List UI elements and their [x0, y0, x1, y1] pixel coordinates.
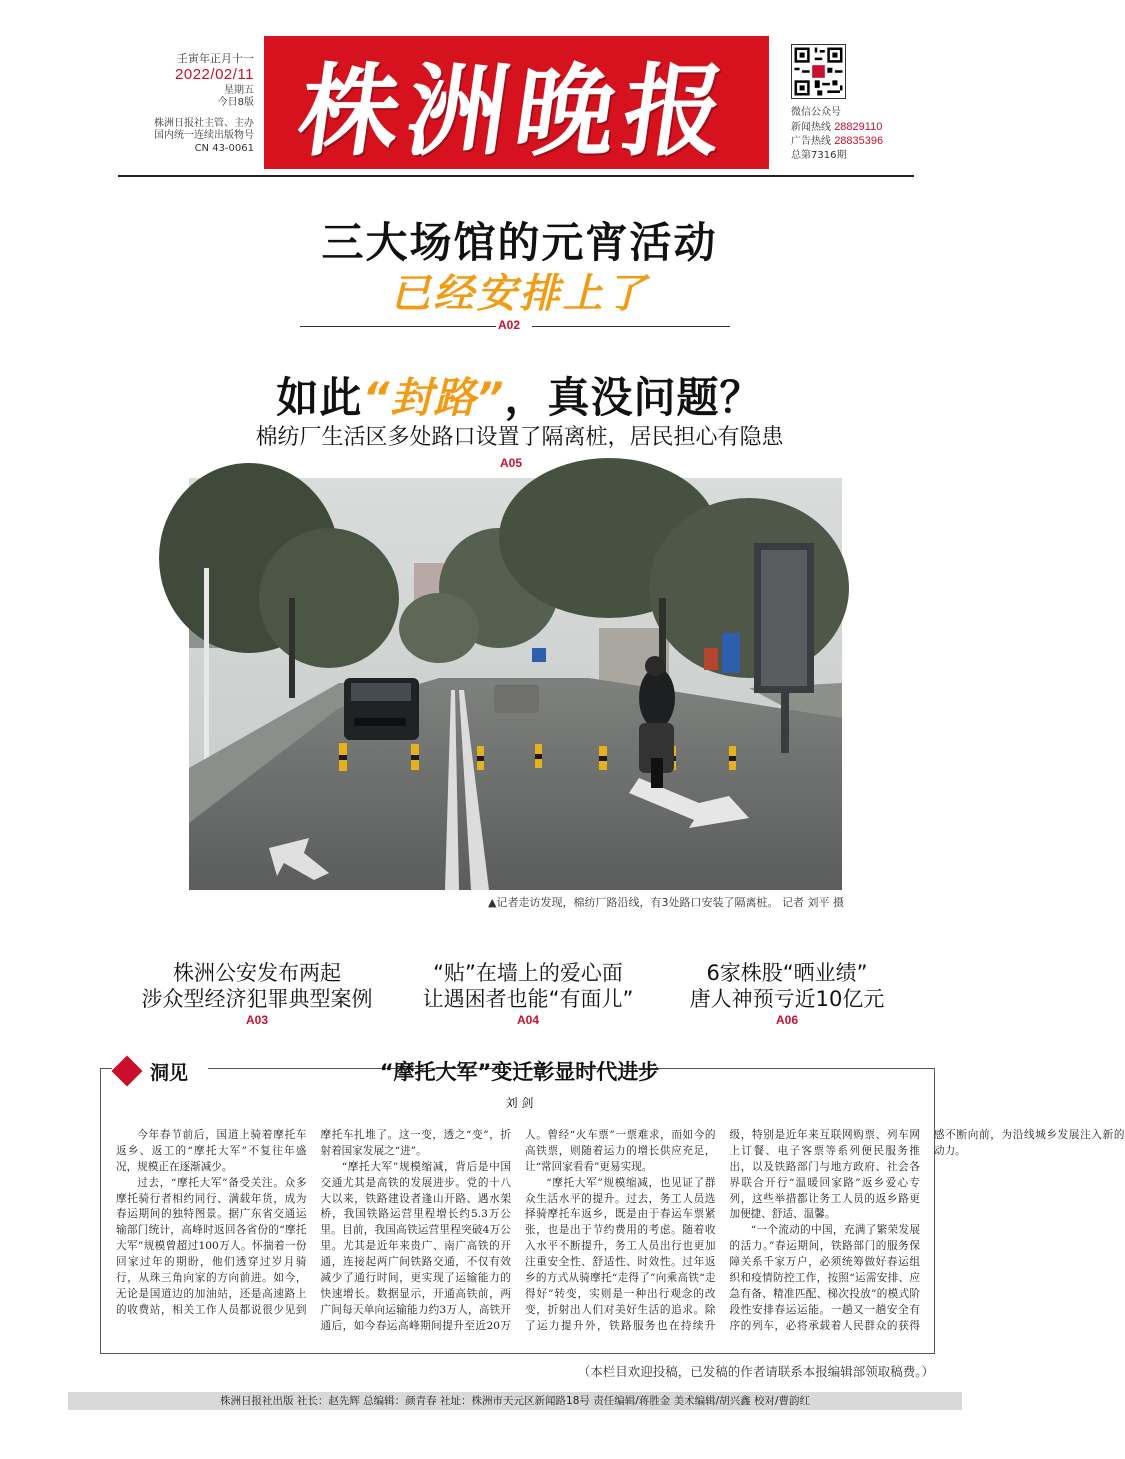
column-paragraph: “摩托大军”规模缩减，也见证了群众生活水平的提升。过去，务工人员选择骑摩托车返乡，既是由于春运车票紧张，也是出于节约费用的考虑。随着收入水平不断提升，务工人员出行也更加注重安全性、舒适性、时效性。过年返乡的方式从骑摩托“走得了”向乘高铁“走得好”转变，实则是一种出行观念的改变，折射出人们对美好生活的追求。除了运力提升外，铁路服务也在持续升级，特别是近年来互联网购票、列车网上订餐、电子客票等系列便民服务推出，以及铁路部门与地方政府、社会各界联合开行“温暖回家路”返乡爱心专列，这些举措都让务工人员的返乡路更加便捷、舒适、温馨。: [525, 1129, 920, 1332]
divider-right: [532, 326, 730, 327]
qr-code-icon: [791, 44, 846, 99]
submission-note: （本栏目欢迎投稿，已发稿的作者请联系本报编辑部领取稿费。）: [577, 1364, 934, 1379]
teaser-page-ref[interactable]: A06: [775, 1012, 798, 1027]
teaser-a04[interactable]: [398, 960, 658, 1028]
headline-2: [0, 365, 1039, 425]
masthead-rule: [118, 175, 914, 177]
headline-2-subtitle: 棉纺厂生活区多处路口设置了隔离桩，居民担心有隐患: [255, 425, 784, 450]
column-title: “摩托大军”变迁彰显时代进步: [379, 1060, 660, 1084]
column-paragraph: 今年春节前后，国道上骑着摩托车返乡、返工的“摩托大军”不复往年盛况，规模正在逐渐减少。: [116, 1129, 307, 1173]
ad-hotline: 28835396: [834, 135, 884, 148]
news-hotline: 28829110: [834, 120, 883, 133]
page-ref-a05[interactable]: A05: [500, 456, 523, 470]
column-paragraph: 过去，“摩托大军”备受关注。众多摩托骑行者相约同行、满载年货，成为春运期间的独特图景。据广东省交通运输部门统计，高峰时返回各省份的“摩托大军”规模曾超过100万人。怀揣着一份回家过年的期盼，他们透穿过岁月骑行，从珠三角向家的方向前进。如今，无论是国道边的加油站，还是高速路上的收费站，相关工作人员都说很少见到摩托车扎堆了。这一变，透之“变”，折射着国家发展之“进”。: [116, 1129, 511, 1316]
headline-2-quote: “封路”: [362, 373, 505, 422]
headline-2-pre: 如此: [276, 373, 363, 422]
issue-number: 总第7316期: [791, 150, 847, 162]
teaser-page-ref[interactable]: A04: [516, 1012, 539, 1027]
teaser-a03[interactable]: [127, 960, 387, 1028]
lunar-date: 壬寅年正月十一: [177, 52, 254, 65]
teaser-page-ref[interactable]: A03: [245, 1012, 268, 1027]
column-author: 刘 剑: [505, 1096, 534, 1110]
page-ref-a02[interactable]: A02: [498, 318, 521, 332]
column-tag-label: 洞见: [150, 1062, 189, 1084]
newspaper-logo: [264, 36, 769, 169]
weekday: 星期五: [224, 84, 254, 96]
photo-caption: ▲记者走访发现，棉纺厂路沿线，有3处路口安装了隔离桩。 记者 刘平 摄: [488, 896, 844, 909]
street-photo: [189, 478, 842, 890]
teaser-line1: “贴”在墙上的爱心面: [433, 961, 623, 985]
logo-text: 株洲晚报: [291, 51, 740, 170]
headline-1-subtitle: 已经安排上了: [390, 271, 649, 317]
wechat-label: 微信公众号: [791, 107, 841, 118]
contact-info: [791, 106, 883, 163]
column-body: [116, 1128, 1125, 1350]
news-hotline-label: 新闻热线: [791, 121, 831, 133]
sponsor: 株洲日报社主管、主办: [154, 117, 254, 129]
ad-hotline-label: 广告热线: [791, 136, 831, 148]
street-scene-image: [189, 478, 842, 890]
teaser-line2: 让遇困者也能“有面儿”: [422, 987, 634, 1012]
teaser-line1: 6家株股“晒业绩”: [706, 961, 868, 985]
teaser-line1: 株洲公安发布两起: [173, 961, 341, 985]
column-paragraph: “一个流动的中国，充满了繁荣发展的活力。”春运期间，铁路部门的服务保障关系千家万户，必须统筹做好春运组织和疫情防控工作，按照“运需安排、应急有备、精准匹配、梯次投放”的模式阶段性安排春运运能。一趟又一趟安全有序的列车，必将承载着人民群众的获得感不断向前，为沿线城乡发展注入新的动力。: [729, 1129, 1125, 1332]
teaser-line2: 唐人神预亏近10亿元: [689, 987, 885, 1012]
cn-number: CN 43-0061: [194, 142, 254, 154]
issue-date: 2022/02/11: [175, 65, 254, 83]
column-paragraph: “摩托大军”规模缩减，背后是中国交通尤其是高铁的发展进步。党的十八大以来，铁路建设者逢山开路、遇水架桥，我国铁路运营里程增长约5.3万公里。目前，我国高铁运营里程突破4万公里。尤其是近年来贵广、南广高铁的开通，连接起两广间铁路交通，不仅有效减少了通行时间，更实现了运输能力的快速增长。数据显示，开通高铁前，两广间每天单向运输能力约3万人，高铁开通后，如今春运高峰期间提升至近20万人。曾经“火车票”一票难求，而如今的高铁票，则随着运力的增长供应充足，让“常回家看看”更易实现。: [320, 1129, 716, 1332]
divider-left: [300, 326, 496, 327]
teaser-a06[interactable]: [657, 960, 917, 1028]
headline-1: 三大场馆的元宵活动: [321, 218, 718, 267]
teaser-line2: 涉众型经济犯罪典型案例: [141, 987, 373, 1012]
headline-2-post: ，真没问题？: [504, 373, 763, 422]
footer-credits: 株洲日报社出版 社长：赵先辉 总编辑：颜青春 社址：株洲市天元区新闻路18号 责任编辑/蒋胜金 美术编辑/胡兴鑫 校对/曹韵红: [68, 1392, 962, 1410]
cn-label: 国内统一连续出版物号: [154, 130, 254, 141]
masthead-info: [120, 52, 254, 155]
page-count: 今日8版: [217, 97, 254, 108]
